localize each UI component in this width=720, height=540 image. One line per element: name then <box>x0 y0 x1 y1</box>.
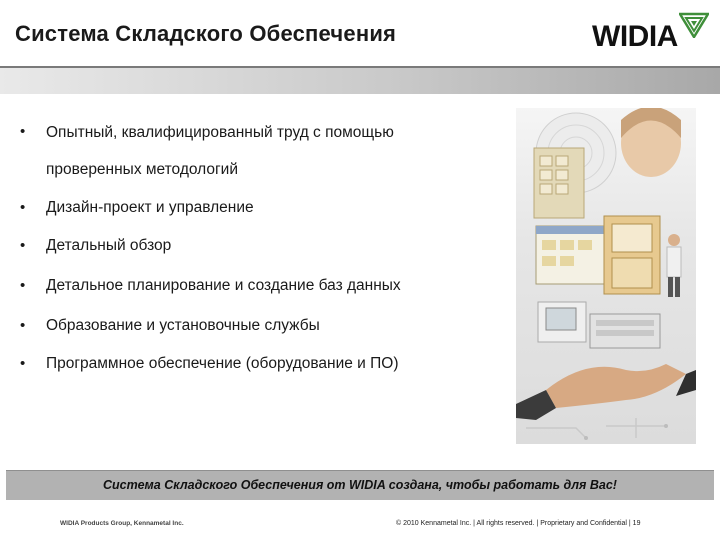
bullet-item <box>20 316 320 336</box>
bullet-item <box>20 236 171 256</box>
bullet-text: Дизайн-проект и управление <box>46 199 254 216</box>
bullet-marker: • <box>20 355 26 372</box>
header <box>0 0 720 66</box>
bullet-marker: • <box>20 199 26 216</box>
widia-logo <box>592 12 710 58</box>
tagline-banner <box>6 470 714 500</box>
bullet-item <box>20 354 399 374</box>
bullet-text: Детальное планирование и создание баз данных <box>46 277 401 294</box>
bullet-marker: • <box>20 277 26 294</box>
footer-company: WIDIA Products Group, Kennametal Inc. <box>60 520 184 527</box>
header-band <box>0 66 720 94</box>
photo-collage <box>516 108 696 444</box>
bullet-marker: • <box>20 317 26 334</box>
bullet-item <box>20 198 254 218</box>
header-divider <box>0 66 720 68</box>
slide-title: Система Складского Обеспечения <box>15 21 397 46</box>
bullet-text: Образование и установочные службы <box>46 317 320 334</box>
bullet-item <box>20 122 476 188</box>
bullet-item <box>20 276 401 296</box>
bullet-text: Опытный, квалифицированный труд с помощью проверенных методологий <box>46 124 394 178</box>
triangle-logo-icon <box>679 12 709 38</box>
footer-copyright: © 2010 Kennametal Inc. | All rights reserved. | Proprietary and Confidential | 19 <box>396 520 641 527</box>
tagline-text: Система Складского Обеспечения от WIDIA создана, чтобы работать для Вас! <box>103 478 617 492</box>
collage-illustration <box>516 108 696 444</box>
bullet-marker: • <box>20 237 26 254</box>
bullet-text: Детальный обзор <box>46 237 172 254</box>
logo-wordmark: WIDIA <box>592 20 678 53</box>
bullet-marker: • <box>20 123 26 140</box>
bullet-text: Программное обеспечение (оборудование и ПО) <box>46 355 399 372</box>
